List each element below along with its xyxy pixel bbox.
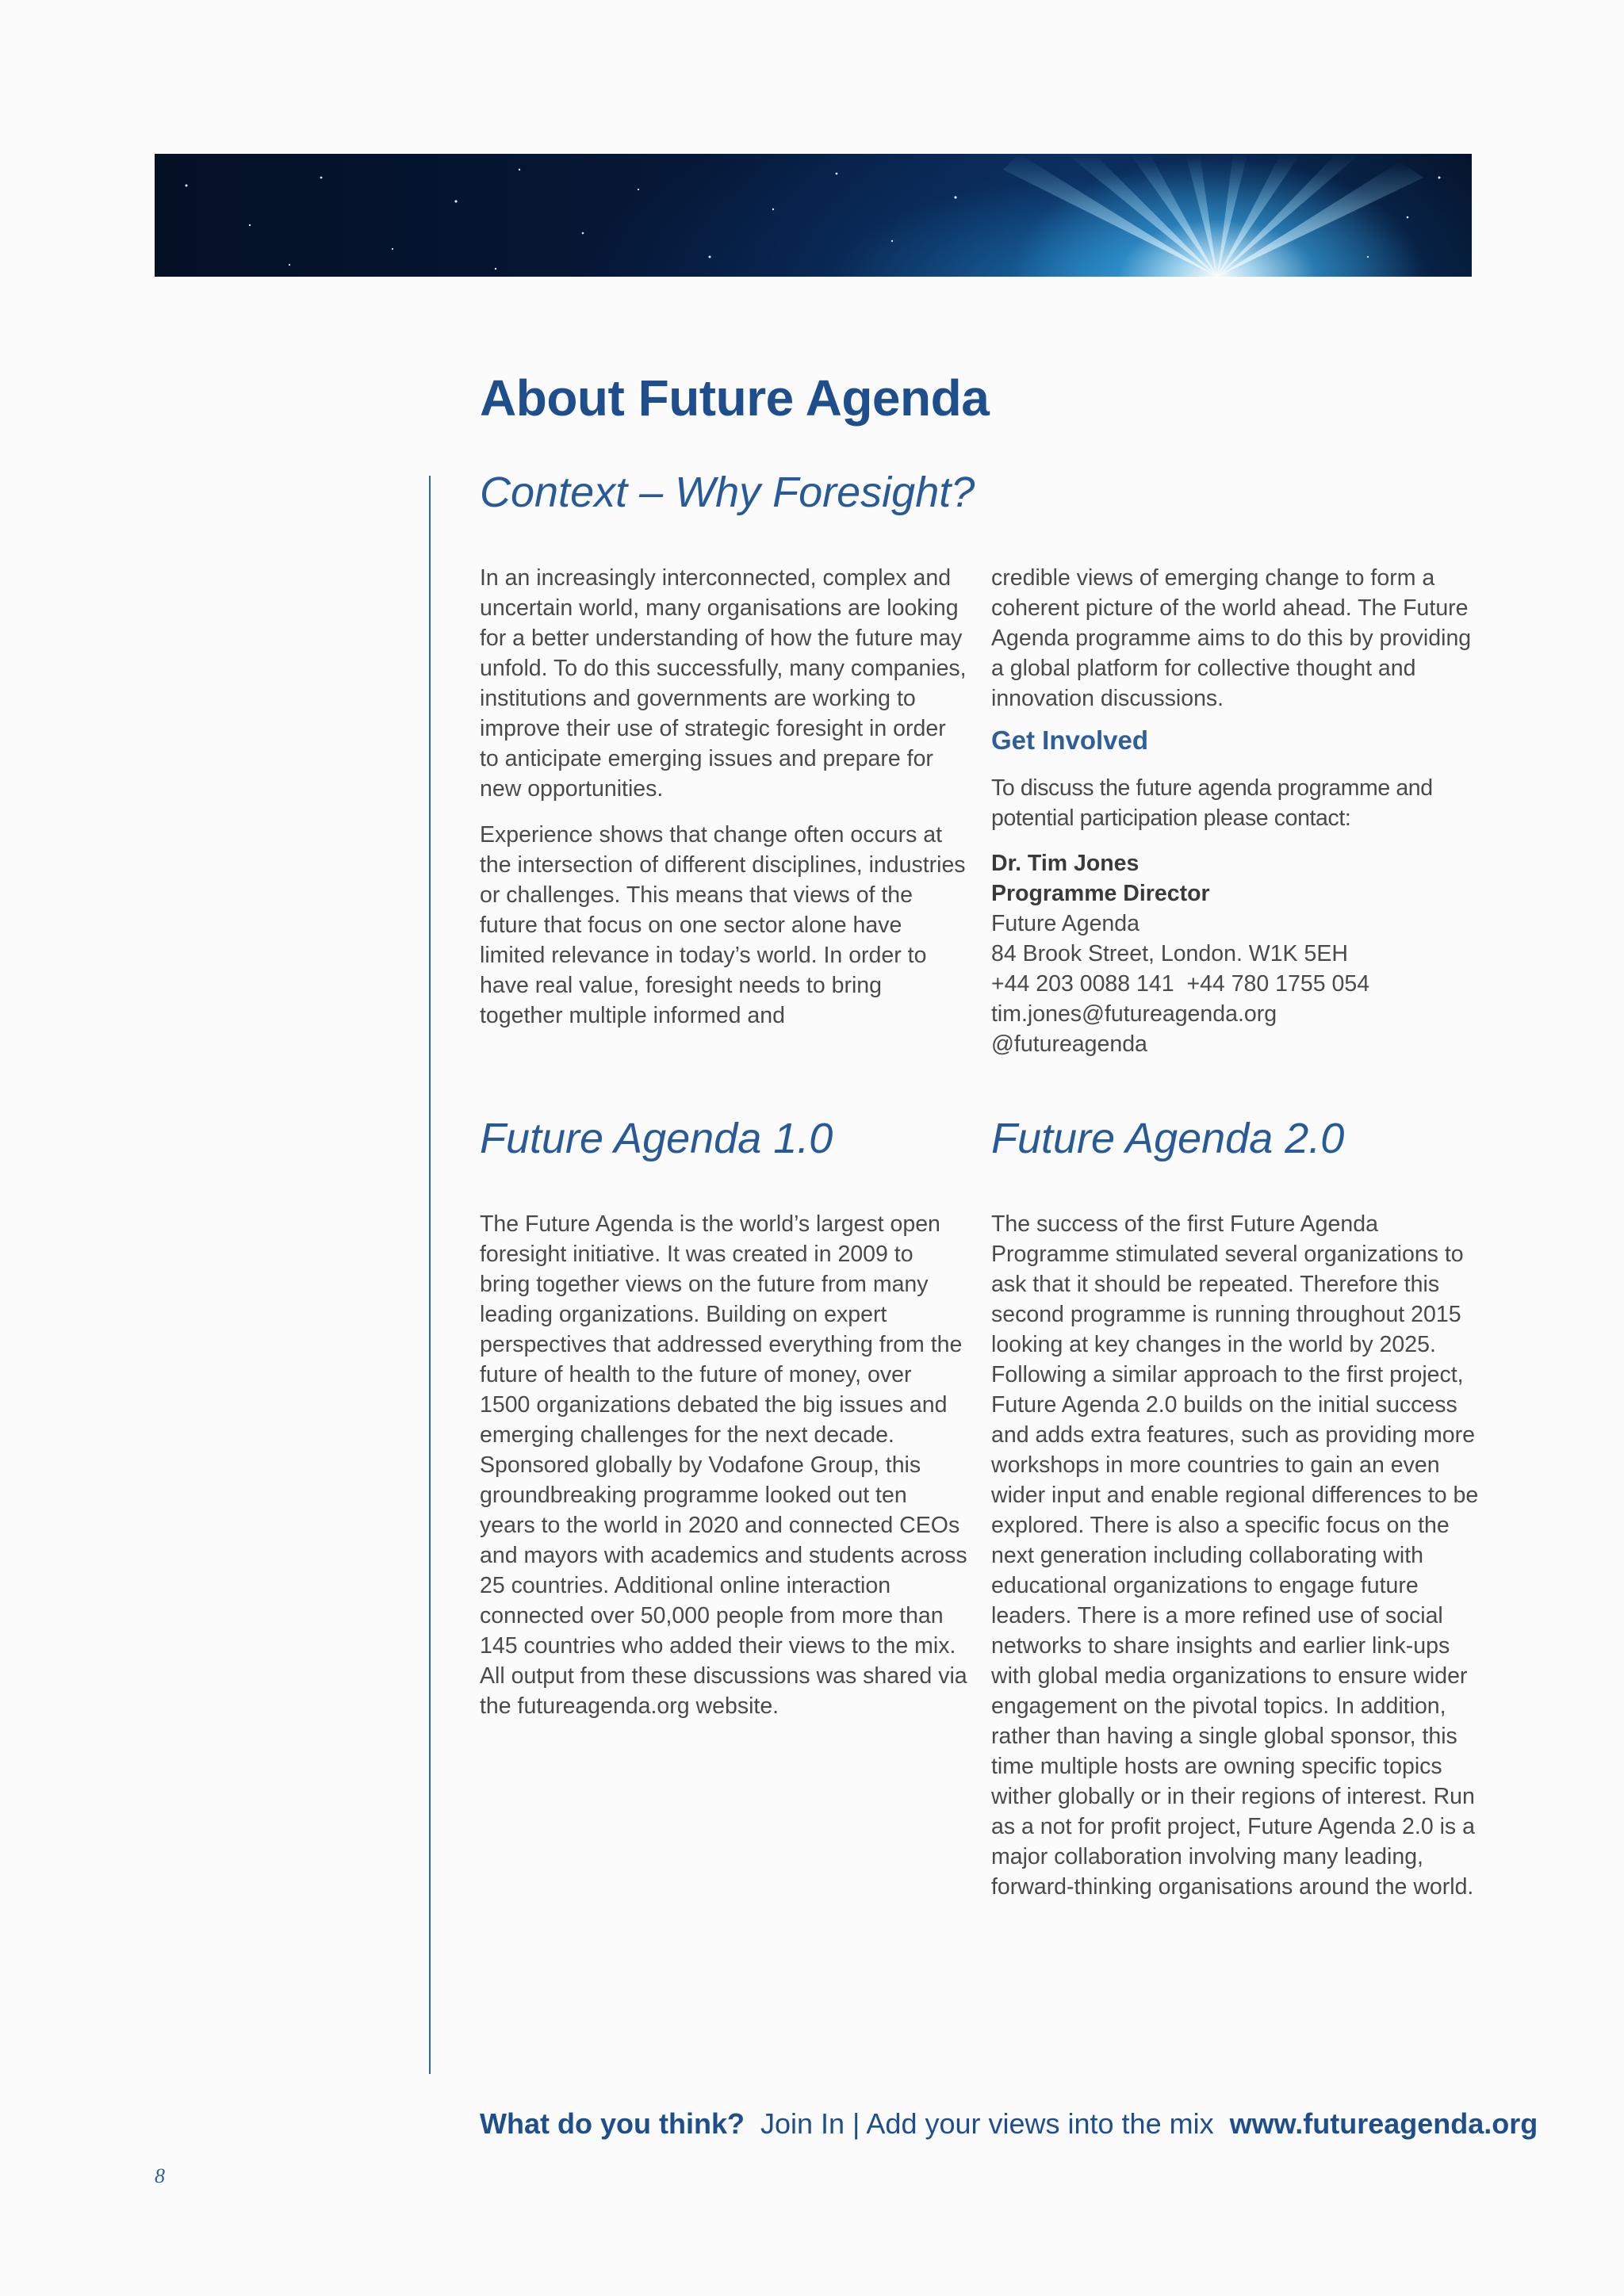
context-paragraph-2: Experience shows that change often occurs at the intersection of different disciplines, industries or challenges. This means that views of the future that focus on one sector alone have limited relevance in today’s world. In order to have real value, foresight needs to bring together multiple informed and: [480, 822, 966, 1028]
light-burst-graphic: [155, 154, 1472, 277]
footer-website-link[interactable]: www.futureagenda.org: [1229, 2107, 1538, 2140]
context-heading: Context – Why Foresight?: [480, 469, 975, 516]
context-paragraph-1: In an increasingly interconnected, complex and uncertain world, many organisations are looking for a better understanding of how the future may unfold. To do this successfully, many companies, institutions and governments are working to improve their use of strategic foresight in order to anticipate emerging issues and prepare for new opportunities.: [480, 565, 967, 802]
contact-email-link[interactable]: tim.jones@futureagenda.org: [991, 1001, 1277, 1027]
future-agenda-2-heading: Future Agenda 2.0: [991, 1115, 1345, 1162]
get-involved-heading: Get Involved: [991, 725, 1149, 755]
contact-block: [991, 848, 1483, 1059]
context-column-left: [480, 563, 967, 1047]
footer-question: What do you think?: [480, 2107, 745, 2140]
header-banner-image: [155, 154, 1472, 277]
footer-call-to-action: [480, 2107, 1538, 2141]
contact-address: 84 Brook Street, London. W1K 5EH: [991, 941, 1348, 966]
page-title: About Future Agenda: [480, 369, 990, 427]
section-divider-line: [429, 476, 431, 2074]
context-paragraph-3: credible views of emerging change to form a coherent picture of the world ahead. The Future Agenda programme aims to do this by providing a global platform for collective thought and innovation discussions.: [991, 565, 1472, 711]
page-number: 8: [155, 2164, 165, 2187]
contact-phones: +44 203 0088 141 +44 780 1755 054: [991, 971, 1370, 997]
future-agenda-1-heading: Future Agenda 1.0: [480, 1115, 833, 1162]
contact-name: Dr. Tim Jones: [991, 851, 1139, 876]
get-involved-intro: To discuss the future agenda programme and potential participation please contact:: [991, 775, 1433, 831]
future-agenda-1-body: The Future Agenda is the world’s largest open foresight initiative. It was created in 2009 to bring together views on the future from many leading organizations. Building on expert perspectives that addressed everything from the future of health to the future of money, over 1500 organizations debated the big issues and emerging challenges for the next decade. Sponsored globally by Vodafone Group, this groundbreaking programme looked out ten years to the world in 2020 and connected CEOs and mayors with academics and students across 25 countries. Additional online interaction connected over 50,000 people from more than 145 countries who added their views to the mix. All output from these discussions was shared via the futureagenda.org website.: [480, 1211, 967, 1719]
contact-organisation: Future Agenda: [991, 911, 1139, 936]
future-agenda-2-body: The success of the first Future Agenda Programme stimulated several organizations to ask that it should be repeated. Therefore this second programme is running throughout 2015 looking at key changes in the world by 2025. Following a similar approach to the first project, Future Agenda 2.0 builds on the initial success and adds extra features, such as providing more workshops in more countries to gain an even wider input and enable regional differences to be explored. There is also a specific focus on the next generation including collaborating with educational organizations to engage future leaders. There is a more refined use of social networks to share insights and earlier link-ups with global media organizations to ensure wider engagement on the pivotal topics. In addition, rather than having a single global sponsor, this time multiple hosts are owning specific topics wither globally or in their regions of interest. Run as a not for profit project, Future Agenda 2.0 is a major collaboration involving many leading, forward-thinking organisations around the world.: [991, 1211, 1479, 1900]
contact-role: Programme Director: [991, 881, 1210, 906]
contact-twitter-link[interactable]: @futureagenda: [991, 1031, 1147, 1057]
footer-cta-text: Join In | Add your views into the mix: [760, 2107, 1214, 2140]
context-column-right: [991, 563, 1479, 729]
